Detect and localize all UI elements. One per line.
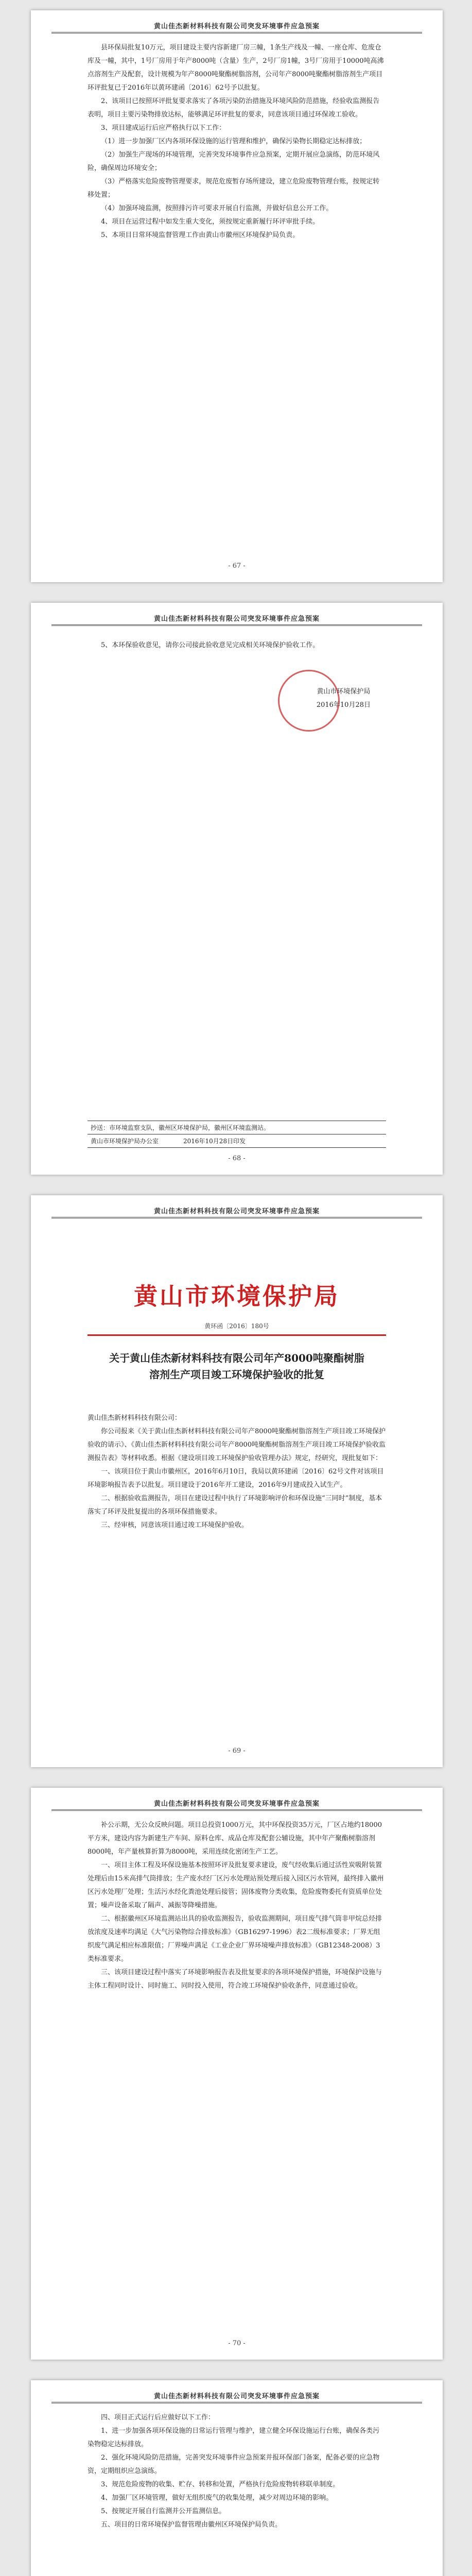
paragraph: 5、本项目日常环境监督管理工作由黄山市徽州区环境保护局负责。 (101, 231, 300, 239)
paragraph: 县环保局批复10万元，项目建设主要内容新建厂房三幢，1条生产线及一幢、一座仓库、危废仓库及一幢，其中，1号厂房用于年产8000吨（含量）生产，2号厂房1幢，3号厂房用于10000吨高沸点溶剂生产及配套，设计规模为年产8000吨聚酯树脂溶剂，公司年产8000吨聚酯树脂溶剂生产项目环评批复已于2016年以黄环建函〔2016〕62号予以批复。 (88, 44, 384, 92)
paragraph: 4、加强厂区环境管理，做好无组织废气的收集处理，减少对周边环境的影响。 (101, 2494, 333, 2502)
document-title: 关于黄山佳杰新材料科技有限公司年产8000吨聚酯树脂溶剂生产项目竣工环境保护验收的批复 (109, 1352, 364, 1381)
page-header: 黄山佳杰新材料科技有限公司突发环境事件应急预案 (51, 1206, 422, 1218)
addressee: 黄山佳杰新材料科技有限公司： (88, 1414, 182, 1422)
document-page-68 (31, 603, 443, 1175)
paragraph: 3、项目建成运行后应严格执行以下工作： (101, 124, 226, 132)
paragraph: 5、按规定开展自行监测并公开监测信息。 (101, 2507, 226, 2515)
page-header: 黄山佳杰新材料科技有限公司突发环境事件应急预案 (51, 2391, 422, 2403)
paragraph: 四、项目正式运行后应做好以下工作： (101, 2414, 215, 2421)
page-body (88, 1819, 386, 1993)
paragraph: （4）加强环境监测，按照排污许可要求开展自行监测，并做好信息公开工作。 (101, 205, 333, 212)
paragraph: 2、该项目已按照环评批复要求落实了各项污染防治措施及环境风险防范措施，经验收监测报告表明，项目主要污染物排放达标，能够满足环评批复的要求，同意该项目通过环保竣工验收。 (88, 97, 380, 118)
signature-date: 2016年10月28日 (316, 701, 371, 709)
page-body (88, 1412, 386, 1532)
paragraph: 2、强化环境风险防范措施，完善突发环境事件应急预案并报环保部门备案，配备必要的应急物资，定期组织应急演练。 (88, 2454, 380, 2475)
paragraph: 5、本环保验收意见，请你公司接此验收意见完成相关环境保护验收工作。 (101, 641, 320, 649)
paragraph: 1、进一步加强各项环保设施的日常运行管理与维护，建立健全环保设施运行台账，确保各类污染物稳定达标排放。 (88, 2427, 380, 2448)
paragraph: 一、该项目位于黄山市徽州区，2016年6月10日，我局以黄环建函〔2016〕62号文件对该项目环境影响报告表予以批复。项目建设于2016年开工建设，2016年9月建成投入试生产。 (88, 1468, 384, 1489)
document-page-69 (31, 1195, 443, 1767)
page-body (88, 41, 386, 242)
signature-block (317, 685, 371, 712)
document-number: 黄环函〔2016〕180号 (204, 1323, 269, 1330)
paragraph: 3、规范危险废物的收集、贮存、转移和处置，严格执行危险废物转移联单制度。 (101, 2481, 340, 2488)
document-page-71 (31, 2380, 443, 2576)
paragraph: 4、项目在运营过程中如发生重大变化，须按规定重新履行环评审批手续。 (101, 218, 320, 226)
cc-line: 黄山市环境保护局办公室 2016年10月28日印发 (88, 1134, 386, 1147)
paragraph: 三、经审核，同意该项目通过竣工环境保护验收。 (101, 1521, 249, 1529)
page-body (88, 2411, 386, 2532)
red-letterhead-title: 黄山市环境保护局 (134, 1282, 340, 1310)
paragraph: 二、根据验收监测报告，项目在建设过程中执行了环境影响评价和环保设施“三同时”制度，基本落实了环评及批复提出的各项环保措施要求。 (88, 1495, 382, 1516)
cc-line: 抄送：市环境监察支队，徽州区环境保护局，徽州区环境监测站。 (91, 1124, 270, 1131)
red-divider-line (88, 1334, 386, 1336)
cc-block (88, 1121, 386, 1148)
page-number: - 69 - (228, 1747, 246, 1755)
signature-org: 黄山市环境保护局 (317, 688, 371, 696)
page-number: - 68 - (228, 1155, 246, 1162)
page-number: - 67 - (228, 562, 246, 570)
document-page-70 (31, 1788, 443, 2360)
page-header: 黄山佳杰新材料科技有限公司突发环境事件应急预案 (51, 1798, 422, 1811)
paragraph: 二、根据徽州区环境监测站出具的验收监测报告，验收监测期间，项目废气排气筒非甲烷总烃排放浓度及速率均满足《大气污染物综合排放标准》（GB16297-1996）表2二级标准要求；厂界无组织废气满足相应标准限值；厂界噪声满足《工业企业厂界环境噪声排放标准》（GB12348-2008）3类标准要求。 (88, 1915, 382, 1963)
paragraph: （2）加强生产现场的环境管理，完善突发环境事件应急预案，定期开展应急演练，防范环境风险，确保周边环境安全； (88, 151, 380, 172)
page-number: - 70 - (228, 2340, 246, 2347)
paragraph: 五、项目的日常环境保护监督管理由徽州区环境保护局负责。 (101, 2521, 282, 2529)
paragraph: 你公司报来《关于黄山佳杰新材料科技有限公司年产8000吨聚酯树脂溶剂生产项目竣工环境保护验收的请示》、《黄山佳杰新材料科技有限公司年产8000吨聚酯树脂溶剂生产项目竣工环境保护验收监测报告表》等材料收悉。根据《建设项目竣工环境保护验收管理办法》规定，经研究，现批复如下： (88, 1428, 386, 1462)
paragraph: 补公示期，无公众反映问题。项目总投资1000万元，其中环保投资35万元，厂区占地约18000平方米，建设内容为新建生产车间、原料仓库、成品仓库及配套公辅设施，其中年产聚酯树脂溶剂8000吨，年产量核算折算为8000吨，采用连续化密闭生产工艺。 (88, 1821, 382, 1856)
paragraph: （1）进一步加强厂区内各项环保设施的运行管理和维护，确保污染物长期稳定达标排放； (101, 138, 366, 145)
paragraph: （3）严格落实危险废物管理要求，规范危废暂存场所建设，建立危险废物管理台账，按规定转移处置； (88, 178, 380, 199)
paragraph: 三、该项目建设过程中落实了环境影响报告表及批复要求的各项环境保护措施，环境保护设施与主体工程同时设计、同时施工、同时投入使用，符合竣工环境保护验收条件，同意通过验收。 (88, 1969, 382, 1990)
page-body (88, 639, 386, 652)
page-header: 黄山佳杰新材料科技有限公司突发环境事件应急预案 (51, 21, 422, 33)
page-header: 黄山佳杰新材料科技有限公司突发环境事件应急预案 (51, 613, 422, 626)
paragraph: 一、项目主体工程及环保设施基本按照环评及批复要求建设，废气经收集后通过活性炭吸附装置处理后由15米高排气筒排放；生产废水经厂区污水处理站预处理后接入园区污水管网，最终排入徽州区污水处理厂处理；生活污水经化粪池处理后接管；固体废物分类收集，危险废物委托有资质单位处置；噪声设备采取了隔声、减振等降噪措施。 (88, 1861, 384, 1909)
document-page-67 (31, 10, 443, 582)
